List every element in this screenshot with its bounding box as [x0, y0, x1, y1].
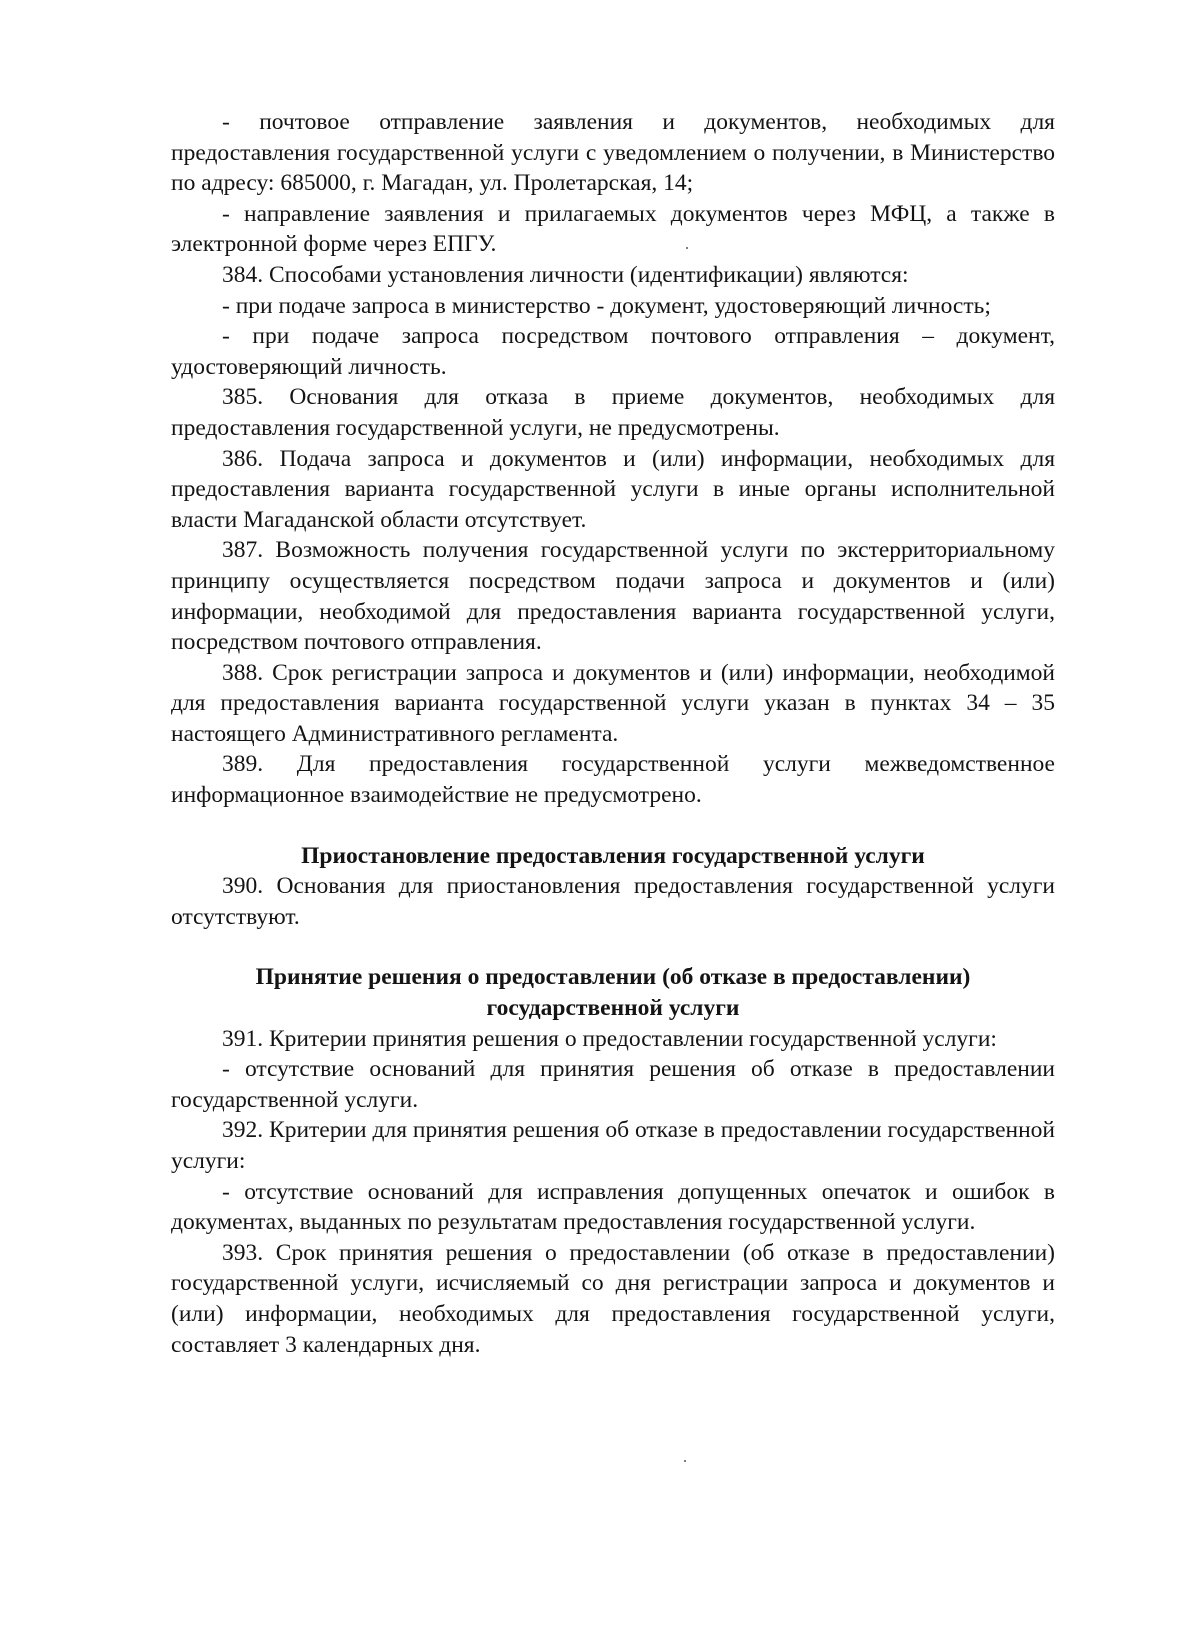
section-gap: [171, 811, 1055, 841]
paragraph-392-criteria: - отсутствие оснований для исправления допущенных опечаток и ошибок в документах, выданных по результатам предоставления государственной услуги.: [171, 1178, 1055, 1236]
scan-speck: [686, 247, 688, 249]
paragraph-390: 390. Основания для приостановления предоставления государственной услуги отсутствуют.: [171, 873, 1055, 930]
paragraph-385: 385. Основания для отказа в приеме документов, необходимых для предоставления государственной услуги, не предусмотрены.: [171, 384, 1055, 441]
paragraph-392: 392. Критерии для принятия решения об отказе в предоставлении государственной услуги:: [171, 1117, 1055, 1174]
paragraph-388: 388. Срок регистрации запроса и документов и (или) информации, необходимой для предоставления варианта государственной услуги указан в пунктах 34 – 35 настоящего Административного регламента.: [171, 659, 1055, 747]
paragraph-393: 393. Срок принятия решения о предоставлении (об отказе в предоставлении) государственной услуги, исчисляемый со дня регистрации запроса и документов и (или) информации, необходимых для предоставления государственной услуги, составляет 3 календарных дня.: [171, 1239, 1055, 1358]
paragraph-389: 389. Для предоставления государственной услуги межведомственное информационное взаимодействие не предусмотрено.: [171, 751, 1055, 809]
paragraph-postal-submission: - почтовое отправление заявления и документов, необходимых для предоставления государственной услуги с уведомлением о получении, в Министерство по адресу: 685000, г. Магадан, ул. Пролетарская, 14;: [171, 109, 1055, 197]
paragraph-391-criteria: - отсутствие оснований для принятия решения об отказе в предоставлении государственной услуги.: [171, 1056, 1055, 1113]
section-gap: [171, 932, 1055, 962]
paragraph-384-ministry: - при подаче запроса в министерство - документ, удостоверяющий личность;: [222, 292, 991, 319]
paragraph-384: 384. Способами установления личности (идентификации) являются:: [222, 261, 909, 288]
paragraph-387: 387. Возможность получения государственной услуги по экстерриториальному принципу осуществляется посредством подачи запроса и документов и (или) информации, необходимой для предоставления варианта государственной услуги, посредством почтового отправления.: [171, 537, 1055, 656]
paragraph-391: 391. Критерии принятия решения о предоставлении государственной услуги:: [222, 1025, 997, 1052]
document-page: [171, 107, 1055, 1360]
paragraph-386: 386. Подача запроса и документов и (или) информации, необходимых для предоставления варианта государственной услуги в иные органы исполнительной власти Магаданской области отсутствует.: [171, 445, 1055, 533]
scan-speck: [684, 1460, 686, 1462]
paragraph-mfc-submission: - направление заявления и прилагаемых документов через МФЦ, а также в электронной форме через ЕПГУ.: [171, 200, 1055, 258]
paragraph-384-postal: - при подаче запроса посредством почтового отправления – документ, удостоверяющий личность.: [171, 323, 1055, 380]
heading-decision-line2: государственной услуги: [486, 995, 740, 1022]
heading-decision-line1: Принятие решения о предоставлении (об отказе в предоставлении): [255, 964, 971, 991]
heading-suspension: Приостановление предоставления государственной услуги: [301, 842, 925, 869]
